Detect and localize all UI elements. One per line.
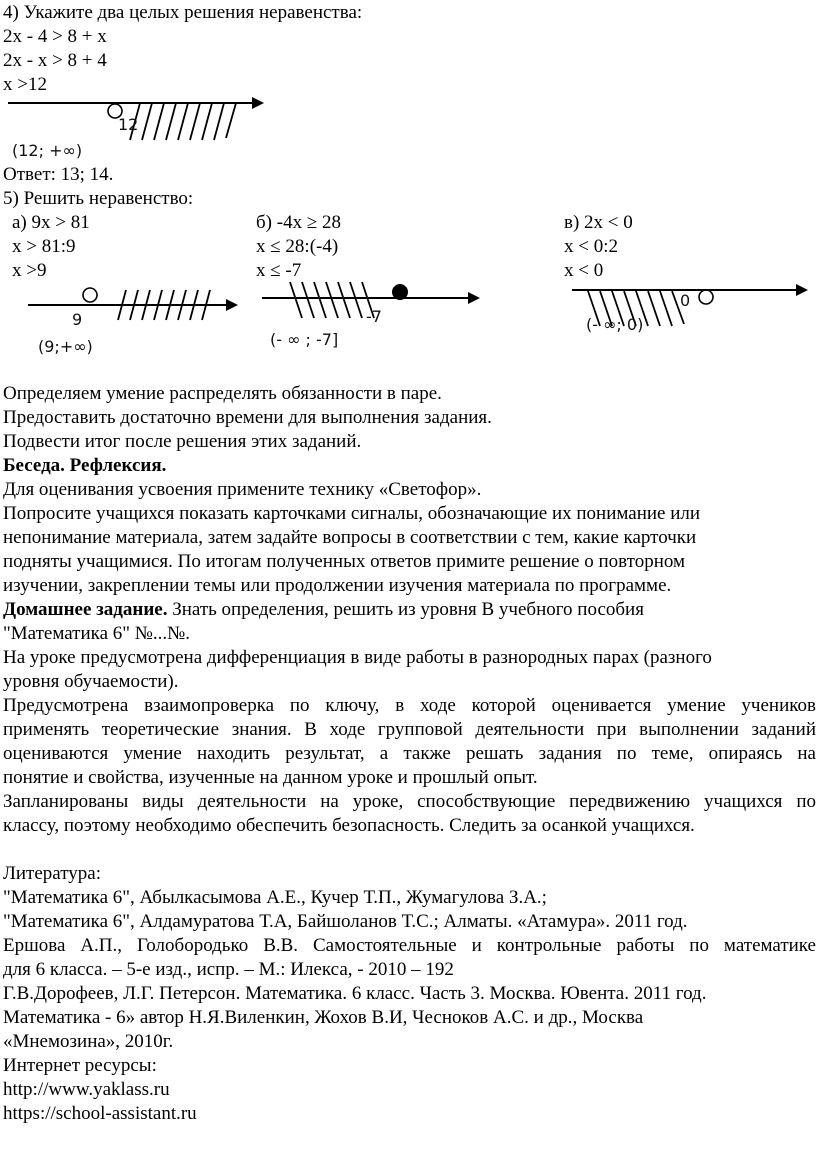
task5b-point-label: -7 bbox=[366, 307, 382, 326]
task5a-line-3: x >9 bbox=[12, 260, 47, 281]
body-p5-line-2: непонимание материала, затем задайте вопросы в соответствии с тем, какие карточки bbox=[3, 527, 697, 548]
literature-item-6: Математика - 6» автор Н.Я.Виленкин, Жохов В.И, Чесноков А.С. и др., Москва bbox=[3, 1007, 644, 1028]
task4-number-line bbox=[8, 97, 264, 160]
literature-item-4: для 6 класса. – 5-е изд., испр. – М.: Илекса, - 2010 – 192 bbox=[3, 959, 454, 980]
reflection-heading: Беседа. Рефлексия. bbox=[3, 455, 167, 476]
task4-heading: 4) Укажите два целых решения неравенства: bbox=[3, 2, 363, 23]
task4-step-2: 2x - x > 8 + 4 bbox=[3, 50, 107, 71]
task5c-line-3: x < 0 bbox=[564, 260, 604, 281]
body-p7-line-3: оцениваются умение находить результат, а также решать задания по теме, опираясь на bbox=[3, 743, 816, 764]
task4-answer: Ответ: 13; 14. bbox=[3, 164, 114, 185]
literature-heading: Литература: bbox=[3, 863, 101, 884]
task5c-interval-label: (- ∞; 0) bbox=[586, 315, 644, 334]
literature-item-2: "Математика 6", Алдамуратова Т.А, Байшоланов Т.С.; Алматы. «Атамура». 2011 год. bbox=[3, 911, 688, 932]
task4-step-3: x >12 bbox=[3, 74, 47, 95]
literature-item-3: Ершова А.П., Голобородько В.В. Самостоятельные и контрольные работы по математике bbox=[3, 935, 816, 956]
task5a-line-1: а) 9x > 81 bbox=[12, 212, 90, 233]
body-p5-line-1: Попросите учащихся показать карточками сигналы, обозначающие их понимание или bbox=[3, 503, 701, 524]
body-p6-line-1: На уроке предусмотрена дифференциация в виде работы в разнородных парах (разного bbox=[3, 647, 712, 668]
task5b-number-line bbox=[262, 282, 480, 349]
resources-heading: Интернет ресурсы: bbox=[3, 1055, 157, 1076]
task4-step-1: 2x - 4 > 8 + x bbox=[3, 26, 107, 47]
body-p1: Определяем умение распределять обязанности в паре. bbox=[3, 383, 442, 404]
task5c-line-2: x < 0:2 bbox=[564, 236, 618, 257]
homework-text: Знать определения, решить из уровня В учебного пособия bbox=[167, 599, 644, 620]
body-p6-line-2: уровня обучаемости). bbox=[3, 671, 179, 692]
homework-line-2: "Математика 6" №...№. bbox=[3, 623, 191, 644]
body-p8-line-1: Запланированы виды деятельности на уроке, способствующие передвижению учащихся по bbox=[3, 791, 816, 812]
homework-label: Домашнее задание. bbox=[3, 599, 168, 620]
body-p7-line-1: Предусмотрена взаимопроверка по ключу, в ходе которой оценивается умение учеников bbox=[3, 695, 816, 716]
task5-heading: 5) Решить неравенство: bbox=[3, 188, 194, 209]
task5c-line-1: в) 2x < 0 bbox=[564, 212, 633, 233]
literature-item-5: Г.В.Дорофеев, Л.Г. Петерсон. Математика. 6 класс. Часть 3. Москва. Ювента. 2011 год. bbox=[3, 983, 707, 1004]
task5a-line-2: x > 81:9 bbox=[12, 236, 76, 257]
task5c-point-label: 0 bbox=[680, 291, 691, 310]
literature-item-1: "Математика 6", Абылкасымова А.Е., Кучер Т.П., Жумагулова З.А.; bbox=[3, 887, 547, 908]
body-p2: Предоставить достаточно времени для выполнения задания. bbox=[3, 407, 492, 428]
homework-line bbox=[3, 599, 644, 621]
task5b-interval-label: (- ∞ ; -7] bbox=[270, 330, 339, 349]
task5b-line-2: x ≤ 28:(-4) bbox=[256, 236, 339, 257]
body-p7-line-4: понятие и свойства, изученные на данном уроке и прошлый опыт. bbox=[3, 767, 538, 788]
body-p3: Подвести итог после решения этих заданий. bbox=[3, 431, 362, 452]
literature-item-7: «Мнемозина», 2010г. bbox=[3, 1031, 174, 1052]
body-p8-line-2: классу, поэтому необходимо обеспечить безопасность. Следить за осанкой учащихся. bbox=[3, 815, 695, 836]
task5a-point-label: 9 bbox=[72, 310, 83, 329]
body-p4: Для оценивания усвоения примените технику «Светофор». bbox=[3, 479, 482, 500]
task4-interval-label: (12; +∞) bbox=[12, 141, 83, 160]
body-p5-line-4: изучении, закреплении темы или продолжении изучения материала по программе. bbox=[3, 575, 672, 596]
task4-point-label: 12 bbox=[118, 115, 139, 134]
task5c-number-line bbox=[572, 284, 808, 334]
link-yaklass[interactable]: http://www.yaklass.ru bbox=[3, 1079, 170, 1100]
link-school-assistant[interactable]: https://school-assistant.ru bbox=[3, 1103, 197, 1124]
task5b-line-1: б) -4x ≥ 28 bbox=[256, 212, 341, 233]
task5a-interval-label: (9;+∞) bbox=[38, 337, 93, 356]
task5b-line-3: x ≤ -7 bbox=[256, 260, 302, 281]
task5a-number-line bbox=[28, 288, 238, 356]
body-p5-line-3: подняты учащимися. По итогам полученных ответов примите решение о повторном bbox=[3, 551, 686, 572]
body-p7-line-2: применять теоретические знания. В ходе групповой деятельности при выполнении заданий bbox=[3, 719, 816, 740]
